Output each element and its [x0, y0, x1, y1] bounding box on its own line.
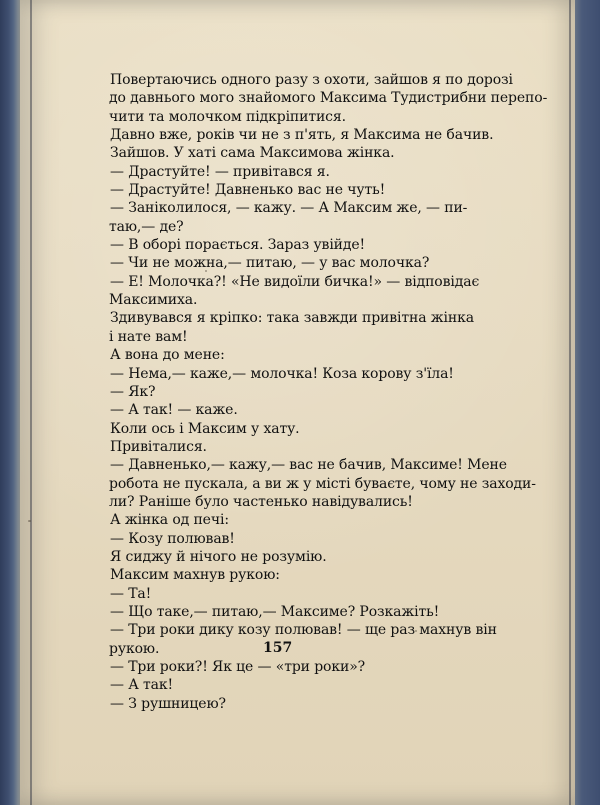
right-page-edge [569, 0, 571, 805]
dialogue-line: — Три роки?! Як це — «три роки»? [110, 659, 366, 675]
text-line: А вона до мене: [110, 347, 225, 364]
paper-speck [415, 630, 417, 632]
text-line: чити та молочком підкріпитися. [109, 108, 346, 125]
text-line: Здивувався я кріпко: така завжди привітна жінка [110, 310, 474, 327]
dialogue-line: Максимиха. [109, 292, 198, 309]
dialogue-line: — А так! [110, 677, 174, 694]
text-line: Максим махнув рукою: [110, 567, 280, 584]
dialogue-line: — Драстуйте! — привітався я. [110, 163, 330, 180]
dialogue-line: — Заніколилося, — кажу. — А Максим же, — пи- [110, 200, 468, 217]
page-number: 157 [263, 640, 293, 656]
text-line: А жінка од печі: [110, 512, 229, 529]
dialogue-line: робота не пускала, а ви ж у місті буваєте, чому не заходи- [109, 475, 536, 492]
paper-page [20, 0, 575, 805]
dialogue-line: — Як? [110, 383, 156, 400]
paper-speck [205, 270, 207, 272]
text-line: Зайшов. У хаті сама Максимова жінка. [110, 145, 395, 162]
dialogue-line: — Нема,— каже,— молочка! Коза корову з'їла! [110, 365, 454, 382]
paper-speck [28, 520, 31, 522]
text-line: до давнього мого знайомого Максима Тудистрибни перепо- [109, 90, 548, 107]
text-line: Повертаючись одного разу з охоти, зайшов я по дорозі [110, 72, 513, 88]
dialogue-line: — В оборі порається. Зараз увійде! [110, 237, 366, 254]
dialogue-line: — З рушницею? [110, 695, 226, 712]
dialogue-line: — А так! — каже. [110, 402, 238, 419]
dialogue-line: — Що таке,— питаю,— Максиме? Розкажіть! [110, 603, 440, 620]
text-line: Привіталися. [110, 438, 207, 455]
dialogue-line: — Е! Молочка?! «Не видоїли бичка!» — відповідає [110, 273, 480, 290]
text-line: Я сиджу й нічого не розумію. [110, 548, 327, 565]
dialogue-line: — Драстуйте! Давненько вас не чуть! [110, 182, 386, 199]
text-line: і нате вам! [109, 328, 188, 345]
dialogue-line: рукою. [109, 640, 160, 657]
text-line: Коли ось і Максим у хату. [110, 420, 300, 437]
dialogue-line: — Давненько,— кажу,— вас не бачив, Максиме! Мене [110, 457, 507, 474]
dialogue-line: ли? Раніше було частенько навідувались! [109, 493, 413, 510]
dialogue-line: — Три роки дику козу полював! — ще раз махнув він [110, 622, 497, 639]
left-page-edge [30, 0, 32, 805]
text-line: Давно вже, років чи не з п'ять, я Максима не бачив. [110, 127, 494, 144]
dialogue-line: — Чи не можна,— питаю, — у вас молочка? [110, 255, 430, 272]
dialogue-line: — Козу полював! [110, 530, 235, 547]
dialogue-line: таю,— де? [109, 218, 184, 235]
dialogue-line: — Та! [110, 585, 152, 602]
story-text [109, 71, 548, 713]
